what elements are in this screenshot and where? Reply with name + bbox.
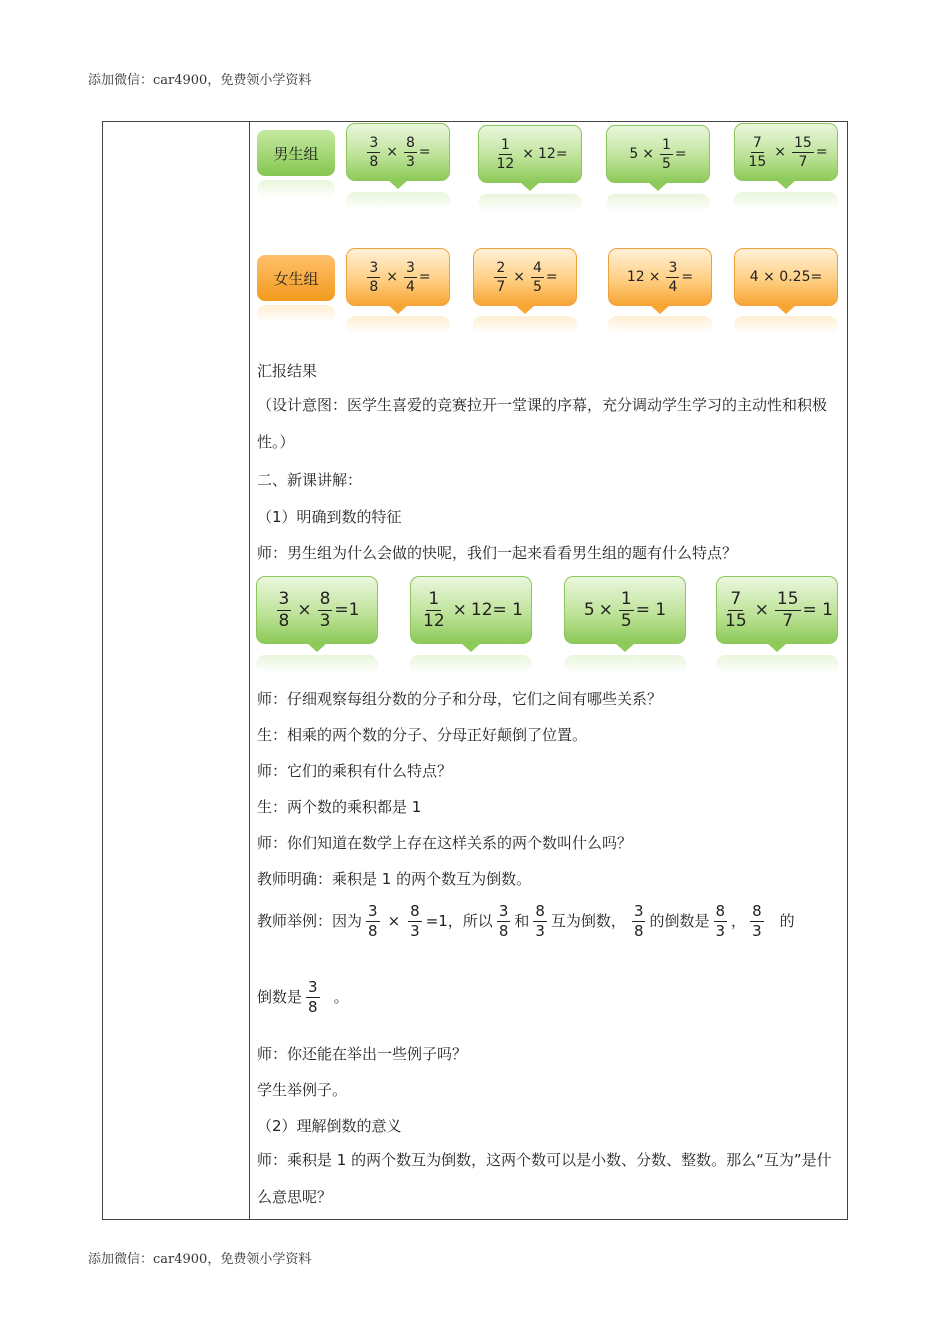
report-line: 汇报结果 xyxy=(257,362,318,380)
reflection xyxy=(410,655,532,673)
boys-card-2: $\frac{1}{12}$ × 12= xyxy=(478,125,582,183)
girls-card-1: $\frac{3}{8}$ × $\frac{3}{4}$ = xyxy=(346,248,450,306)
answer-card-1: $\frac{3}{8}$ × $\frac{8}{3}$ =1 xyxy=(256,576,378,644)
boys-card-1: $\frac{3}{8}$ × $\frac{8}{3}$ = xyxy=(346,123,450,181)
reflection xyxy=(606,194,710,212)
reflection xyxy=(608,316,712,334)
girls-card-3: 12 × $\frac{3}{4}$ = xyxy=(608,248,712,306)
teacher-definition: 教师明确：乘积是 1 的两个数互为倒数。 xyxy=(257,870,532,888)
subsection-1: （1）明确到数的特征 xyxy=(257,508,402,526)
boys-group-label: 男生组 xyxy=(257,130,335,176)
teacher-example: 教师举例：因为 $\frac{3}{8}$ × $\frac{8}{3}$ =1，所以 $\frac{3}{8}$ 和 $\frac{8}{3}$ 互为倒数， $\frac{3}{8}$ 的倒数是 $\frac{8}{3}$ ， $\frac{8}{3}$ 的 xyxy=(257,902,795,940)
answer-card-3: 5 × $\frac{1}{5}$ = 1 xyxy=(564,576,686,644)
teacher-question-4: 师：你们知道在数学上存在这样关系的两个数叫什么吗？ xyxy=(257,834,633,852)
reflection xyxy=(346,316,450,334)
girls-card-4: 4 × 0.25= xyxy=(734,248,838,306)
answer-card-4: $\frac{7}{15}$ × $\frac{15}{7}$ = 1 xyxy=(716,576,838,644)
column-divider xyxy=(249,122,250,1219)
teacher-question-3: 师：它们的乘积有什么特点？ xyxy=(257,762,453,780)
student-examples: 学生举例子。 xyxy=(257,1081,348,1099)
boys-card-3: 5 × $\frac{1}{5}$ = xyxy=(606,125,710,183)
answer-card-2: $\frac{1}{12}$ × 12= 1 xyxy=(410,576,532,644)
reflection xyxy=(734,192,838,210)
teacher-example-continued: 倒数是 $\frac{3}{8}$ 。 xyxy=(257,978,349,1016)
student-answer-2: 生：相乘的两个数的分子、分母正好颠倒了位置。 xyxy=(257,726,588,744)
girls-group-label: 女生组 xyxy=(257,255,335,301)
design-intent: （设计意图：医学生喜爱的竞赛拉开一堂课的序幕，充分调动学生学习的主动性和积极性。） xyxy=(257,396,828,451)
reflection xyxy=(257,305,335,323)
reflection xyxy=(473,316,577,334)
teacher-question-5: 师：你还能在举出一些例子吗？ xyxy=(257,1045,468,1063)
reflection xyxy=(346,192,450,210)
page-footer: 添加微信：car4900，免费领小学资料 xyxy=(88,1252,312,1267)
teacher-question-1: 师：男生组为什么会做的快呢，我们一起来看看男生组的题有什么特点？ xyxy=(257,544,738,562)
teacher-question-6: 师：乘积是 1 的两个数互为倒数，这两个数可以是小数、分数、整数。那么“互为”是什么意思呢？ xyxy=(257,1151,832,1206)
reflection xyxy=(478,194,582,212)
reflection xyxy=(716,655,838,673)
girls-card-2: $\frac{2}{7}$ × $\frac{4}{5}$ = xyxy=(473,248,577,306)
page-header: 添加微信：car4900，免费领小学资料 xyxy=(88,73,312,88)
teacher-question-2: 师：仔细观察每组分数的分子和分母，它们之间有哪些关系？ xyxy=(257,690,663,708)
student-answer-3: 生：两个数的乘积都是 1 xyxy=(257,798,422,816)
reflection xyxy=(257,180,335,198)
reflection xyxy=(734,316,838,334)
reflection xyxy=(256,655,378,673)
boys-card-4: $\frac{7}{15}$ × $\frac{15}{7}$ = xyxy=(734,123,838,181)
reflection xyxy=(564,655,686,673)
section-2-heading: 二、新课讲解： xyxy=(257,471,363,489)
subsection-2: （2）理解倒数的意义 xyxy=(257,1117,402,1135)
